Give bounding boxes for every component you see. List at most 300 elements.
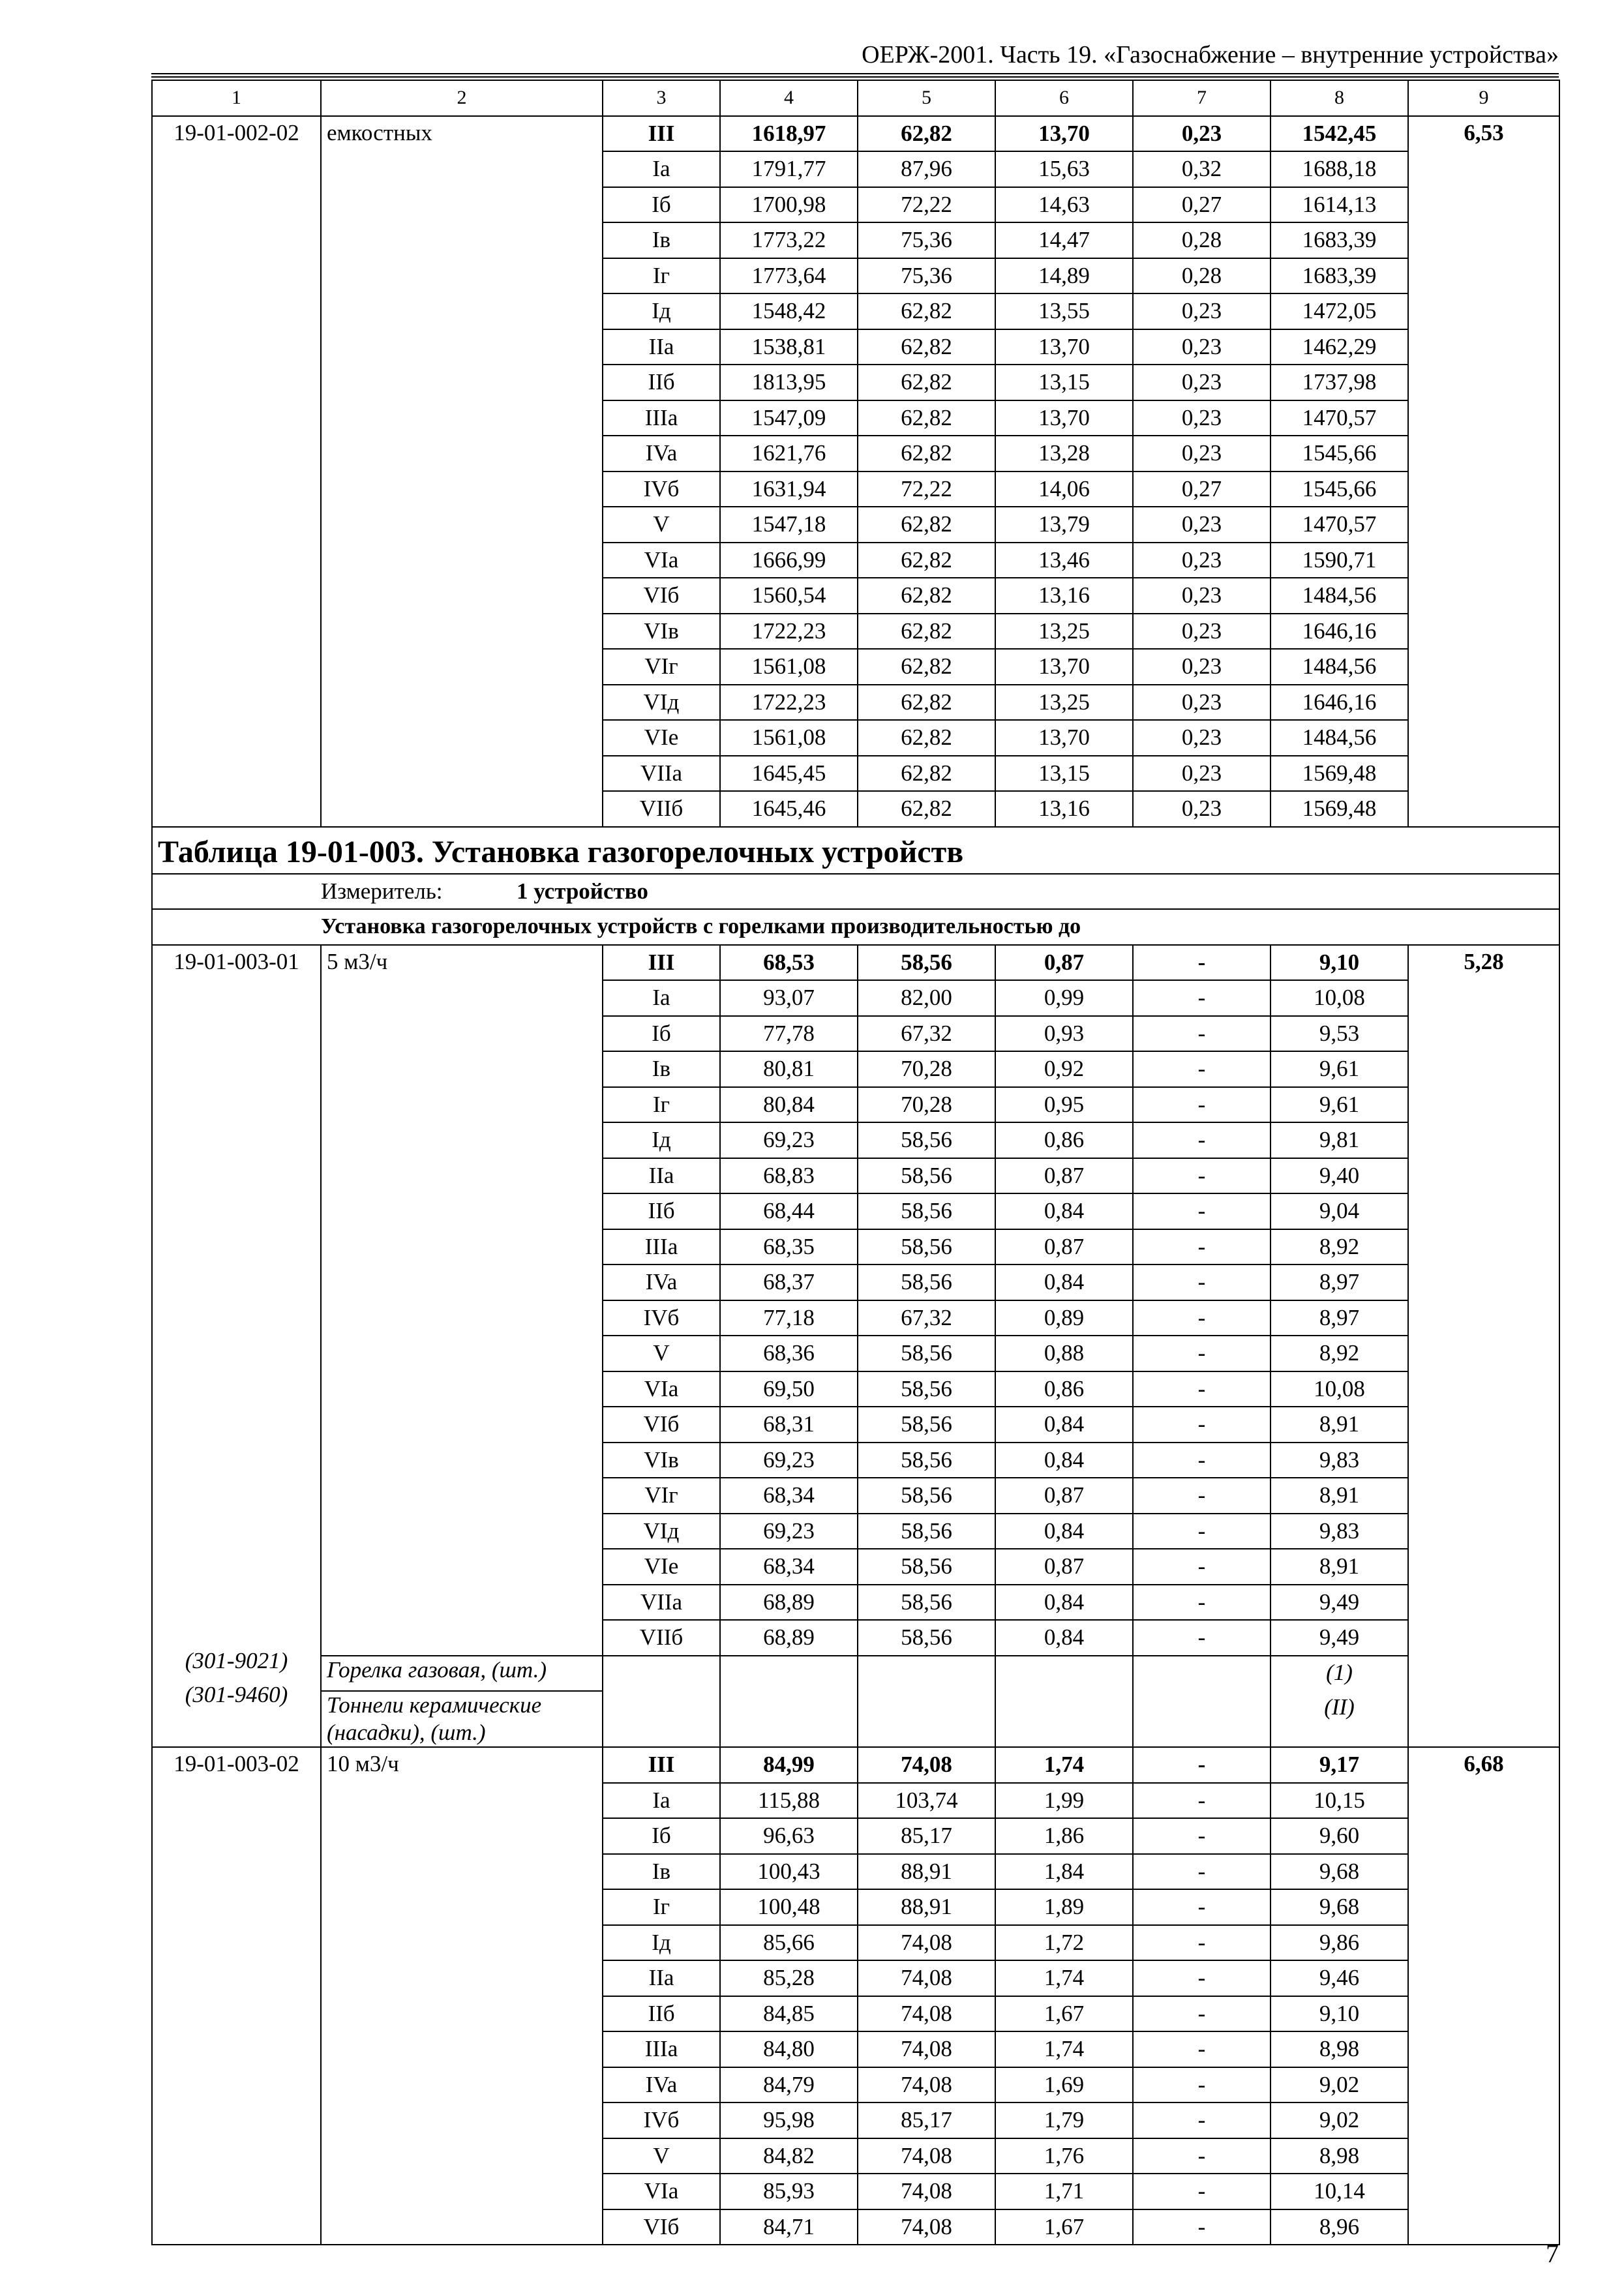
rate-name: 10 м3/ч (321, 1747, 603, 2245)
value-cell: 0,28 (1133, 222, 1271, 258)
column-number: 1 (152, 80, 321, 116)
value-cell: 69,50 (720, 1371, 858, 1407)
value-cell: 58,56 (858, 1336, 995, 1371)
region-code: Iб (603, 1818, 720, 1854)
rate-name: емкостных (321, 116, 603, 827)
value-cell: 0,23 (1133, 791, 1271, 827)
value-cell: 9,04 (1271, 1193, 1408, 1229)
value-cell: 58,56 (858, 1514, 995, 1549)
region-code: VIв (603, 614, 720, 650)
value-cell: 67,32 (858, 1016, 995, 1052)
value-cell: 0,23 (1133, 543, 1271, 578)
value-cell: 69,23 (720, 1443, 858, 1478)
rate-code: 19-01-003-02 (152, 1747, 321, 2245)
region-code: VIa (603, 543, 720, 578)
value-cell: 0,23 (1133, 685, 1271, 721)
region-code: IIб (603, 1996, 720, 2032)
region-code: IVa (603, 2067, 720, 2103)
value-cell: 8,96 (1271, 2209, 1408, 2245)
value-cell: - (1133, 2138, 1271, 2174)
value-cell: 13,16 (995, 791, 1133, 827)
value-cell: 1646,16 (1271, 685, 1408, 721)
rate-name: 5 м3/ч (321, 945, 603, 1656)
value-cell: 1560,54 (720, 578, 858, 614)
region-code: Iд (603, 1122, 720, 1158)
value-cell: 9,10 (1271, 1996, 1408, 2032)
value-cell: 68,89 (720, 1585, 858, 1621)
value-cell: 62,82 (858, 614, 995, 650)
running-header: ОЕРЖ-2001. Часть 19. «Газоснабжение – внутренние устройства» (862, 41, 1559, 68)
value-cell: 1484,56 (1271, 649, 1408, 685)
value-cell: 0,23 (1133, 293, 1271, 329)
value-cell: 1,74 (995, 2031, 1133, 2067)
table-row (152, 945, 1559, 981)
value-cell: 58,56 (858, 1549, 995, 1585)
value-cell: 77,18 (720, 1300, 858, 1336)
region-code: IVб (603, 2102, 720, 2138)
value-cell: 1722,23 (720, 685, 858, 721)
value-cell: 1621,76 (720, 436, 858, 471)
value-cell: 9,68 (1271, 1889, 1408, 1925)
value-cell: - (1133, 1996, 1271, 2032)
value-cell: 0,84 (995, 1264, 1133, 1300)
value-cell: 75,36 (858, 258, 995, 294)
rate-code: 19-01-003-01 (301-9021) (301-9460) (152, 945, 321, 1748)
value-cell: - (1133, 1443, 1271, 1478)
value-cell: - (1133, 1016, 1271, 1052)
value-cell: 9,10 (1271, 945, 1408, 981)
value-cell: 115,88 (720, 1783, 858, 1819)
value-cell: - (1133, 1371, 1271, 1407)
value-cell: 0,84 (995, 1585, 1133, 1621)
value-cell: 1773,64 (720, 258, 858, 294)
value-cell: 13,70 (995, 720, 1133, 756)
value-cell: 0,87 (995, 1549, 1133, 1585)
measure (152, 874, 1559, 910)
value-cell: 62,82 (858, 756, 995, 792)
value-cell: 14,89 (995, 258, 1133, 294)
value-cell: 8,92 (1271, 1336, 1408, 1371)
value-cell: 62,82 (858, 116, 995, 152)
value-cell: - (1133, 1960, 1271, 1996)
region-code: Iд (603, 1925, 720, 1961)
value-cell: 1645,46 (720, 791, 858, 827)
value-cell: 1547,18 (720, 507, 858, 543)
value-cell: 0,86 (995, 1371, 1133, 1407)
value-cell: 0,87 (995, 945, 1133, 981)
header-rule (151, 73, 1559, 78)
value-cell: 84,99 (720, 1747, 858, 1783)
value-cell: - (1133, 1889, 1271, 1925)
value-cell: 80,84 (720, 1087, 858, 1123)
value-cell: 84,85 (720, 1996, 858, 2032)
region-code: Iв (603, 1854, 720, 1890)
value-cell: - (1133, 1514, 1271, 1549)
value-cell: - (1133, 1620, 1271, 1656)
value-cell: 8,91 (1271, 1478, 1408, 1514)
value-cell: 84,80 (720, 2031, 858, 2067)
region-code: VIIб (603, 1620, 720, 1656)
value-cell: 13,70 (995, 649, 1133, 685)
value-cell: 0,86 (995, 1122, 1133, 1158)
column-number: 4 (720, 80, 858, 116)
empty-cell (858, 1691, 995, 1747)
value-cell: - (1133, 2031, 1271, 2067)
value-cell: 0,99 (995, 980, 1133, 1016)
region-code: IIб (603, 365, 720, 400)
region-code: Iб (603, 187, 720, 223)
value-cell: 9,49 (1271, 1585, 1408, 1621)
empty-cell (603, 1691, 720, 1747)
value-cell: 9,02 (1271, 2102, 1408, 2138)
value-cell: 1561,08 (720, 720, 858, 756)
value-cell: 96,63 (720, 1818, 858, 1854)
value-cell: 58,56 (858, 945, 995, 981)
value-cell: 68,31 (720, 1407, 858, 1443)
value-cell: 74,08 (858, 1960, 995, 1996)
value-cell: 1,67 (995, 2209, 1133, 2245)
column-number: 8 (1271, 80, 1408, 116)
value-cell: 0,27 (1133, 187, 1271, 223)
region-code: III (603, 116, 720, 152)
value-cell: 8,91 (1271, 1549, 1408, 1585)
value-cell: 13,70 (995, 329, 1133, 365)
value-cell: 1,89 (995, 1889, 1133, 1925)
value-cell: - (1133, 1549, 1271, 1585)
value-cell: 1470,57 (1271, 507, 1408, 543)
value-cell: 0,23 (1133, 116, 1271, 152)
value-cell: 9,46 (1271, 1960, 1408, 1996)
value-cell: 77,78 (720, 1016, 858, 1052)
value-cell: 1737,98 (1271, 365, 1408, 400)
value-cell: 1614,13 (1271, 187, 1408, 223)
value-cell: - (1133, 1336, 1271, 1371)
empty-cell (603, 1656, 720, 1692)
value-cell: 0,88 (995, 1336, 1133, 1371)
value-cell: - (1133, 1818, 1271, 1854)
value-cell: 68,53 (720, 945, 858, 981)
value-cell: 13,15 (995, 756, 1133, 792)
value-cell: 1700,98 (720, 187, 858, 223)
region-code: IIa (603, 329, 720, 365)
value-cell: 68,89 (720, 1620, 858, 1656)
value-cell: 93,07 (720, 980, 858, 1016)
value-cell: 0,27 (1133, 471, 1271, 507)
value-cell: 62,82 (858, 720, 995, 756)
value-cell: 68,34 (720, 1549, 858, 1585)
value-cell: 9,68 (1271, 1854, 1408, 1890)
empty-cell (1133, 1691, 1271, 1747)
region-code: Iв (603, 222, 720, 258)
value-cell: 0,93 (995, 1016, 1133, 1052)
value-cell: 67,32 (858, 1300, 995, 1336)
region-code: VIe (603, 720, 720, 756)
value-cell: 13,70 (995, 400, 1133, 436)
value-cell: 1548,42 (720, 293, 858, 329)
value-cell: 1813,95 (720, 365, 858, 400)
value-cell: 85,17 (858, 2102, 995, 2138)
value-cell: 1773,22 (720, 222, 858, 258)
measure-row (152, 874, 1559, 910)
value-cell: 0,87 (995, 1158, 1133, 1194)
region-code: VIд (603, 1514, 720, 1549)
region-code: VIб (603, 1407, 720, 1443)
value-cell: 75,36 (858, 222, 995, 258)
value-cell: 0,92 (995, 1051, 1133, 1087)
value-cell: 0,95 (995, 1087, 1133, 1123)
value-cell: 9,86 (1271, 1925, 1408, 1961)
value-cell: 0,23 (1133, 720, 1271, 756)
value-cell: 58,56 (858, 1443, 995, 1478)
value-cell: 10,08 (1271, 980, 1408, 1016)
material-name: Тоннели керамические (насадки), (шт.) (321, 1691, 603, 1747)
subheading: Установка газогорелочных устройств с горелками производительностью до (152, 909, 1559, 945)
value-cell: 62,82 (858, 365, 995, 400)
value-cell: 9,61 (1271, 1051, 1408, 1087)
value-cell: 74,08 (858, 2031, 995, 2067)
value-cell: - (1133, 1158, 1271, 1194)
value-cell: 70,28 (858, 1087, 995, 1123)
value-cell: 0,23 (1133, 614, 1271, 650)
value-cell: 1569,48 (1271, 791, 1408, 827)
region-code: IIб (603, 1193, 720, 1229)
value-cell: 58,56 (858, 1122, 995, 1158)
column-number: 6 (995, 80, 1133, 116)
material-qty: (1) (1271, 1656, 1408, 1692)
value-cell: 9,40 (1271, 1158, 1408, 1194)
value-cell: 62,82 (858, 400, 995, 436)
value-cell: 8,92 (1271, 1229, 1408, 1265)
value-cell: 58,56 (858, 1478, 995, 1514)
material-row (152, 1656, 1559, 1692)
value-cell: 1542,45 (1271, 116, 1408, 152)
value-cell: 74,08 (858, 2174, 995, 2209)
value-cell: - (1133, 2067, 1271, 2103)
value-cell: 1791,77 (720, 151, 858, 187)
value-cell: 8,98 (1271, 2138, 1408, 2174)
material-qty: (II) (1271, 1691, 1408, 1747)
region-code: V (603, 507, 720, 543)
value-cell: 88,91 (858, 1854, 995, 1890)
value-cell: 62,82 (858, 791, 995, 827)
value-cell: 1,69 (995, 2067, 1133, 2103)
region-code: Ia (603, 151, 720, 187)
value-cell: 0,84 (995, 1193, 1133, 1229)
value-cell: 14,06 (995, 471, 1133, 507)
value-cell: 13,15 (995, 365, 1133, 400)
value-cell: 74,08 (858, 1925, 995, 1961)
region-code: VIIб (603, 791, 720, 827)
empty-cell (720, 1691, 858, 1747)
value-cell: - (1133, 1585, 1271, 1621)
value-cell: 85,17 (858, 1818, 995, 1854)
value-cell: - (1133, 1407, 1271, 1443)
region-code: Iб (603, 1016, 720, 1052)
value-cell: 1,76 (995, 2138, 1133, 2174)
column-number: 3 (603, 80, 720, 116)
region-code: VIг (603, 1478, 720, 1514)
region-code: IVa (603, 436, 720, 471)
table-title-row (152, 827, 1559, 874)
value-cell: - (1133, 2174, 1271, 2209)
value-cell: - (1133, 1300, 1271, 1336)
region-code: III (603, 1747, 720, 1783)
value-cell: 100,43 (720, 1854, 858, 1890)
value-cell: 80,81 (720, 1051, 858, 1087)
table-title: Таблица 19-01-003. Установка газогорелочных устройств (152, 827, 1559, 874)
value-cell: 62,82 (858, 543, 995, 578)
value-cell: 1569,48 (1271, 756, 1408, 792)
value-cell: - (1133, 1925, 1271, 1961)
value-cell: 1,86 (995, 1818, 1133, 1854)
value-cell: 1,74 (995, 1960, 1133, 1996)
column-number: 2 (321, 80, 603, 116)
value-cell: 58,56 (858, 1229, 995, 1265)
column-number: 9 (1408, 80, 1559, 116)
column-number-row (152, 80, 1559, 116)
value-cell: 68,34 (720, 1478, 858, 1514)
value-cell: 13,28 (995, 436, 1133, 471)
column-number: 5 (858, 80, 995, 116)
value-cell: 85,93 (720, 2174, 858, 2209)
value-cell: 1545,66 (1271, 436, 1408, 471)
value-cell: 62,82 (858, 507, 995, 543)
value-cell: 8,91 (1271, 1407, 1408, 1443)
value-cell: 1472,05 (1271, 293, 1408, 329)
value-cell: 74,08 (858, 1996, 995, 2032)
rates-table (151, 80, 1560, 2245)
value-cell: 0,87 (995, 1229, 1133, 1265)
value-cell: 62,82 (858, 685, 995, 721)
value-cell: 13,46 (995, 543, 1133, 578)
value-cell: - (1133, 1264, 1271, 1300)
value-cell: 1683,39 (1271, 222, 1408, 258)
value-cell: 1547,09 (720, 400, 858, 436)
value-cell: 58,56 (858, 1158, 995, 1194)
region-code: VIa (603, 1371, 720, 1407)
value-cell: 0,28 (1133, 258, 1271, 294)
value-cell: 9,53 (1271, 1016, 1408, 1052)
value-cell: 1484,56 (1271, 720, 1408, 756)
value-cell: 58,56 (858, 1620, 995, 1656)
value-cell: 74,08 (858, 2067, 995, 2103)
value-cell: 13,55 (995, 293, 1133, 329)
region-code: IIIa (603, 1229, 720, 1265)
value-cell: 13,79 (995, 507, 1133, 543)
empty-cell (1133, 1656, 1271, 1692)
value-cell: - (1133, 1122, 1271, 1158)
value-cell: 8,97 (1271, 1264, 1408, 1300)
value-cell: 8,98 (1271, 2031, 1408, 2067)
empty-cell (858, 1656, 995, 1692)
region-code: VIб (603, 2209, 720, 2245)
value-cell: 1,71 (995, 2174, 1133, 2209)
value-cell: - (1133, 945, 1271, 981)
value-cell: 74,08 (858, 2209, 995, 2245)
value-cell: 1,99 (995, 1783, 1133, 1819)
value-cell: 0,23 (1133, 649, 1271, 685)
value-cell: 9,83 (1271, 1514, 1408, 1549)
region-code: IVб (603, 471, 720, 507)
value-cell: - (1133, 1747, 1271, 1783)
region-code: Iв (603, 1051, 720, 1087)
value-cell: 62,82 (858, 649, 995, 685)
value-cell: 72,22 (858, 471, 995, 507)
value-cell: 72,22 (858, 187, 995, 223)
value-cell: 103,74 (858, 1783, 995, 1819)
value-cell: 58,56 (858, 1193, 995, 1229)
value-cell: 0,84 (995, 1407, 1133, 1443)
value-cell: 1683,39 (1271, 258, 1408, 294)
value-cell: 87,96 (858, 151, 995, 187)
value-cell: 68,35 (720, 1229, 858, 1265)
value-cell: 0,23 (1133, 400, 1271, 436)
region-code: VIIa (603, 1585, 720, 1621)
value-cell: - (1133, 1229, 1271, 1265)
region-code: VIa (603, 2174, 720, 2209)
value-cell: 0,23 (1133, 507, 1271, 543)
region-code: III (603, 945, 720, 981)
value-cell: - (1133, 980, 1271, 1016)
value-cell: 1666,99 (720, 543, 858, 578)
value-cell: 0,23 (1133, 365, 1271, 400)
rate-code: 19-01-002-02 (152, 116, 321, 827)
value-cell: - (1133, 2102, 1271, 2138)
region-code: VIIa (603, 756, 720, 792)
value-cell: 1722,23 (720, 614, 858, 650)
region-code: VIг (603, 649, 720, 685)
value-cell: 1538,81 (720, 329, 858, 365)
value-cell: 1,74 (995, 1747, 1133, 1783)
measure-value: 1 устройство (517, 878, 648, 904)
region-code: IIIa (603, 2031, 720, 2067)
value-cell: 68,36 (720, 1336, 858, 1371)
value-cell: 15,63 (995, 151, 1133, 187)
value-cell: 62,82 (858, 578, 995, 614)
value-cell: 1645,45 (720, 756, 858, 792)
value-cell: 1561,08 (720, 649, 858, 685)
column-number: 7 (1133, 80, 1271, 116)
value-cell: - (1133, 1087, 1271, 1123)
region-code: Ia (603, 980, 720, 1016)
value-cell: 74,08 (858, 1747, 995, 1783)
empty-cell (995, 1656, 1133, 1692)
value-cell: 8,97 (1271, 1300, 1408, 1336)
value-cell: 0,84 (995, 1514, 1133, 1549)
material-row (152, 1691, 1559, 1747)
value-cell: 68,44 (720, 1193, 858, 1229)
value-cell: 58,56 (858, 1371, 995, 1407)
region-code: VIб (603, 578, 720, 614)
value-cell: 68,83 (720, 1158, 858, 1194)
col9-value: 6,53 (1408, 116, 1559, 827)
value-cell: 9,60 (1271, 1818, 1408, 1854)
value-cell: - (1133, 1051, 1271, 1087)
value-cell: - (1133, 1783, 1271, 1819)
subheading-row (152, 909, 1559, 945)
region-code: IVб (603, 1300, 720, 1336)
value-cell: 1,84 (995, 1854, 1133, 1890)
region-code: VIд (603, 685, 720, 721)
region-code: VIв (603, 1443, 720, 1478)
value-cell: 13,70 (995, 116, 1133, 152)
empty-cell (720, 1656, 858, 1692)
value-cell: 1462,29 (1271, 329, 1408, 365)
value-cell: 10,15 (1271, 1783, 1408, 1819)
value-cell: 1545,66 (1271, 471, 1408, 507)
value-cell: 9,17 (1271, 1747, 1408, 1783)
region-code: Ia (603, 1783, 720, 1819)
